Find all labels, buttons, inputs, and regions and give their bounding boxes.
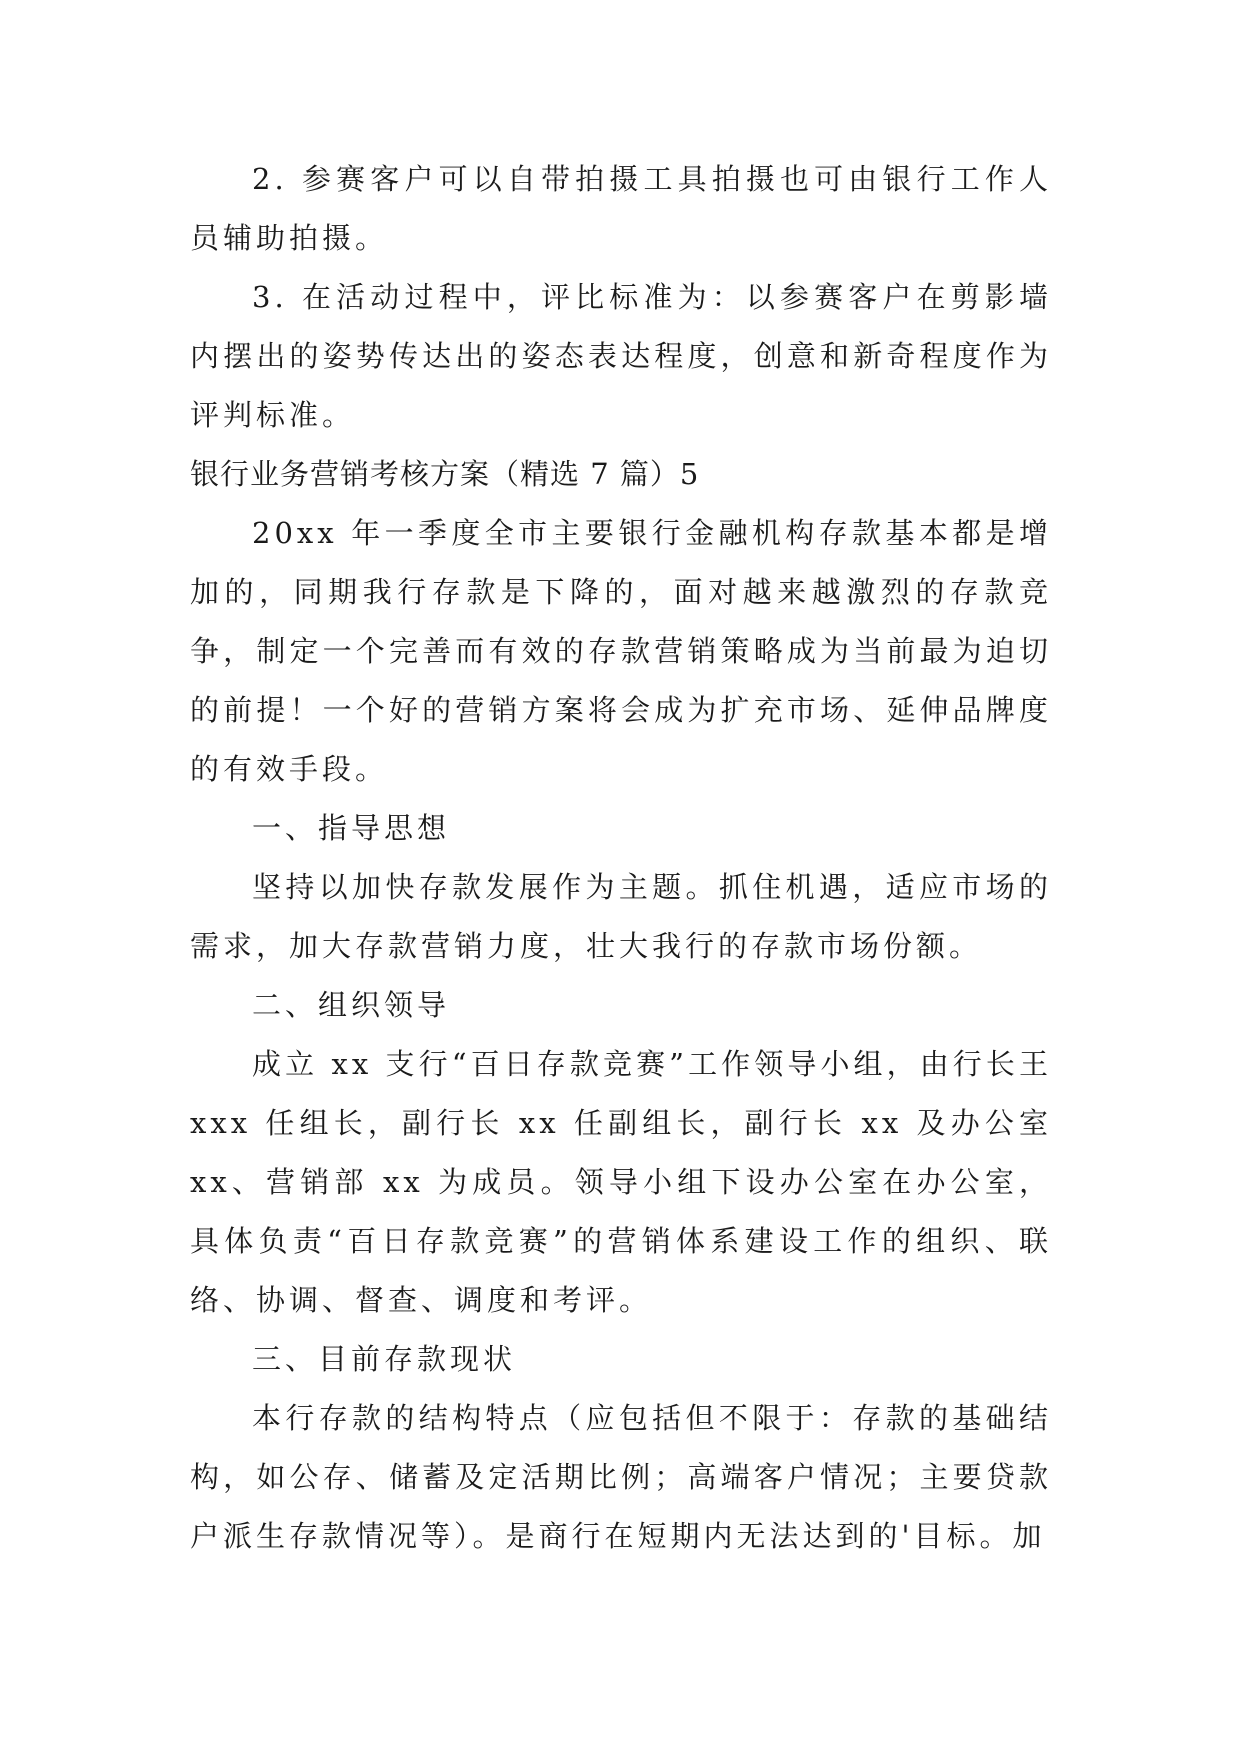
paragraph-organization: 成立 xx 支行“百日存款竞赛”工作领导小组，由行长王 xxx 任组长，副行长 xx 任副组长，副行长 xx 及办公室 xx、营销部 xx 为成员。领导小组下设办公室在办公室，具体负责“百日存款竞赛”的营销体系建设工作的组织、联络、协调、督查、调度和考评。 (190, 1047, 1052, 1317)
paragraph-item-2: 2. 参赛客户可以自带拍摄工具拍摄也可由银行工作人员辅助拍摄。 (190, 162, 1052, 255)
paragraph-guiding-thought: 坚持以加快存款发展作为主题。抓住机遇，适应市场的需求，加大存款营销力度，壮大我行的存款市场份额。 (190, 870, 1052, 963)
section-title: 银行业务营销考核方案（精选 7 篇）5 (190, 457, 700, 491)
heading-organization: 二、组织领导 (252, 988, 451, 1022)
paragraph-current-status: 本行存款的结构特点（应包括但不限于：存款的基础结构，如公存、储蓄及定活期比例；高端客户情况；主要贷款户派生存款情况等）。是商行在短期内无法达到的'目标。加 (190, 1401, 1052, 1553)
document-page (190, 150, 1052, 1566)
heading-guiding-thought: 一、指导思想 (252, 811, 451, 845)
paragraph-item-3: 3. 在活动过程中，评比标准为：以参赛客户在剪影墙内摆出的姿势传达出的姿态表达程度，创意和新奇程度作为评判标准。 (190, 280, 1052, 432)
heading-current-status: 三、目前存款现状 (252, 1342, 517, 1376)
intro-paragraph: 20xx 年一季度全市主要银行金融机构存款基本都是增加的，同期我行存款是下降的，面对越来越激烈的存款竞争，制定一个完善而有效的存款营销策略成为当前最为迫切的前提！一个好的营销方案将会成为扩充市场、延伸品牌度的有效手段。 (190, 516, 1052, 786)
